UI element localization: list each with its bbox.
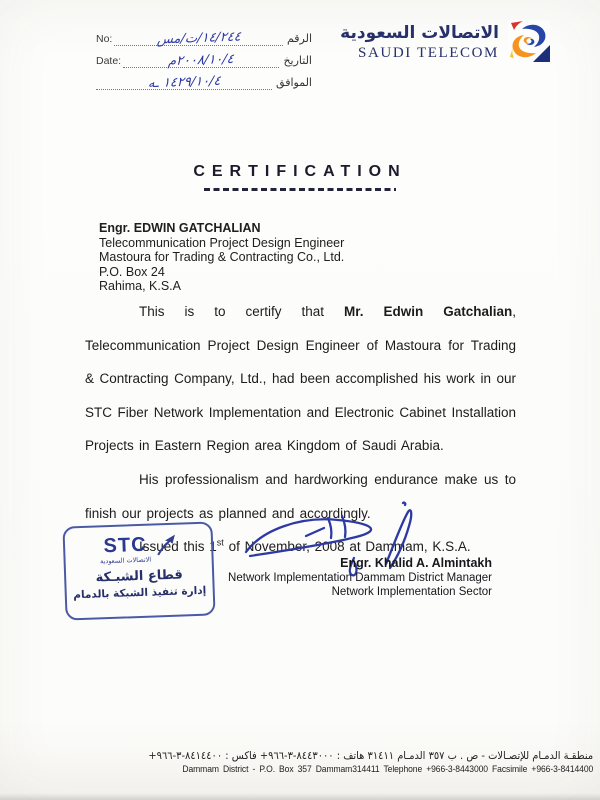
issued-ordinal-suffix: st — [216, 537, 224, 548]
addressee-company: Mastoura for Trading & Contracting Co., Ltd. — [99, 250, 345, 265]
endorsement-paragraph: His professionalism and hardworking endurance make us to finish our projects as planned and accordingly. — [85, 471, 516, 521]
certify-paragraph-post: , Telecommunication Project Design Engineer of Mastoura for Trading & Contracting Company, Ltd., had been accomplished his work in our STC Fiber Network Implementation and Electronic Cabinet Installation Projects in Eastern Region area Kingdom of Saudi Arabia. — [85, 304, 517, 454]
signatory-block — [172, 556, 492, 599]
logo-name-english: SAUDI TELECOM — [358, 44, 499, 61]
date-label-ar: التاريخ — [283, 54, 312, 67]
no-handwritten-value: سم/ت/١٤/٢٤٤ — [156, 29, 242, 48]
date-value-line — [123, 53, 279, 68]
date-label-en: Date: — [96, 55, 122, 67]
signatory-title-1: Network Implementation Dammam District Manager — [228, 571, 492, 584]
stc-swirl-logo-icon — [508, 20, 550, 67]
hijri-value-line — [96, 75, 272, 90]
reference-fields — [96, 24, 312, 90]
stamp-brand-arabic: الاتصالات السعودية — [99, 555, 152, 566]
certify-paragraph — [85, 295, 516, 463]
stamp-brand-block — [99, 535, 151, 566]
logo-wordmark — [340, 24, 499, 62]
page-title: CERTIFICATION — [193, 163, 407, 180]
addressee-pobox: P.O. Box 24 — [99, 264, 165, 279]
letterhead-footer — [120, 750, 593, 775]
footer-contact-arabic: منطقـة الدمـام للإتصـالات - ص . ب ٣٥٧ الدمـام ٣١٤١١ هاتف : ٨٤٤٣٠٠٠-٣-٩٦٦+ فاكس : ٨٤١٤٤٠٠-٣-٩٦٦+ — [148, 750, 593, 762]
ref-row-date — [96, 46, 312, 68]
certified-person-name: Mr. Edwin Gatchalian — [343, 304, 513, 319]
footer-contact-english: Dammam District - P.O. Box 357 Dammam314411 Telephone +966-3-8443000 Facsimile +966-3-8414400 — [182, 764, 593, 775]
addressee-block — [99, 221, 344, 294]
date-handwritten-value: م٢٠٠٨/١٠/٤ — [167, 51, 235, 70]
saudi-telecom-logo — [340, 20, 550, 67]
addressee-name: Engr. EDWIN GATCHALIAN — [99, 221, 261, 235]
ref-row-hijri-date — [96, 68, 312, 90]
logo-name-arabic: الاتصالات السعودية — [340, 23, 499, 44]
ref-row-number — [96, 24, 312, 46]
no-label-en: No: — [96, 33, 113, 45]
certify-paragraph-pre: This is to certify that — [139, 304, 344, 319]
stamp-department-line: إدارة تنفيذ الشبكة بالدمام — [73, 584, 207, 602]
no-label-ar: الرقم — [286, 32, 312, 45]
addressee-position: Telecommunication Project Design Engineer — [99, 235, 345, 250]
addressee-city: Rahima, K.S.A — [99, 279, 181, 294]
signatory-title-2: Network Implementation Sector — [331, 585, 492, 598]
hijri-handwritten-value: هـ ١٤٢٩/١٠/٤ — [147, 73, 221, 92]
issued-line-post: of November, 2008 at Dammam, K.S.A. — [223, 539, 471, 555]
stamp-stc-wordmark: STC — [103, 533, 147, 558]
signatory-name: Engr. Khalid A. Almintakh — [340, 556, 492, 570]
title-underline-dashes — [204, 188, 396, 191]
no-value-line — [114, 31, 283, 46]
hijri-label-ar: الموافق — [276, 76, 312, 89]
title-block — [0, 163, 600, 191]
issued-line-pre: Issued this 1 — [139, 539, 217, 555]
stamp-sector-line: قطاع الشبـكة — [95, 567, 184, 586]
